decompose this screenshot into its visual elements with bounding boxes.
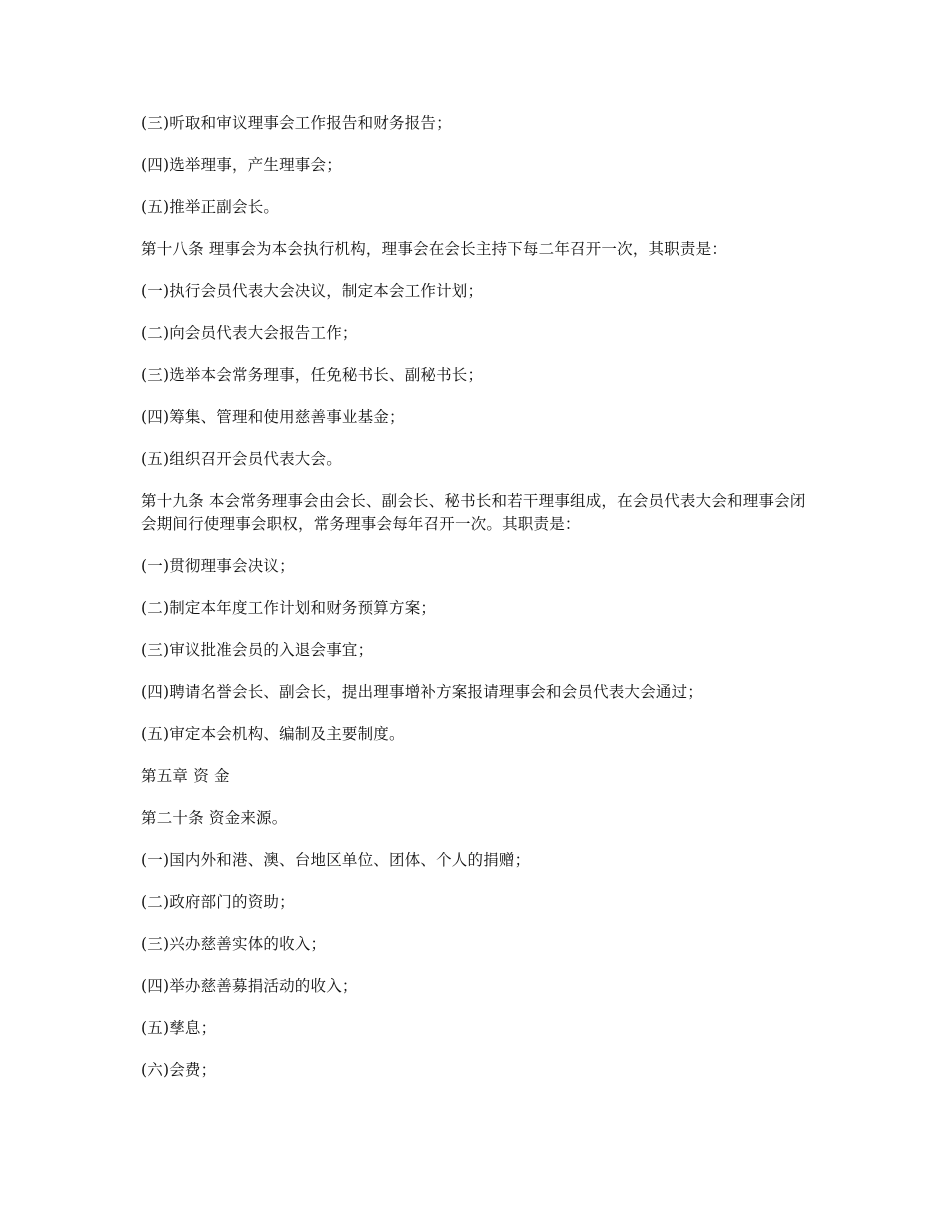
list-item: (一)执行会员代表大会决议，制定本会工作计划； bbox=[141, 282, 484, 300]
article-heading: 第二十条 资金来源。 bbox=[141, 809, 288, 827]
list-item: (四)聘请名誉会长、副会长，提出理事增补方案报请理事会和会员代表大会通过； bbox=[141, 683, 703, 701]
list-item: (四)举办慈善募捐活动的收入； bbox=[141, 977, 358, 995]
list-item: (三)选举本会常务理事，任免秘书长、副秘书长； bbox=[141, 366, 484, 384]
list-item: (一)国内外和港、澳、台地区单位、团体、个人的捐赠； bbox=[141, 851, 531, 869]
list-item: (五)审定本会机构、编制及主要制度。 bbox=[141, 725, 405, 743]
list-item: (六)会费； bbox=[141, 1061, 217, 1079]
list-item: (二)向会员代表大会报告工作； bbox=[141, 324, 358, 342]
article-heading: 第十八条 理事会为本会执行机构，理事会在会长主持下每二年召开一次，其职责是： bbox=[141, 240, 728, 258]
list-item: (五)孳息； bbox=[141, 1019, 217, 1037]
list-item: (三)听取和审议理事会工作报告和财务报告； bbox=[141, 114, 452, 132]
list-item: (五)推举正副会长。 bbox=[141, 198, 280, 216]
list-item: (四)筹集、管理和使用慈善事业基金； bbox=[141, 408, 405, 426]
chapter-heading: 第五章 资 金 bbox=[141, 767, 230, 785]
list-item: (三)兴办慈善实体的收入； bbox=[141, 935, 327, 953]
list-item: (五)组织召开会员代表大会。 bbox=[141, 450, 342, 468]
list-item: (一)贯彻理事会决议； bbox=[141, 557, 295, 575]
list-item: (二)政府部门的资助； bbox=[141, 893, 295, 911]
list-item: (四)选举理事，产生理事会； bbox=[141, 156, 342, 174]
list-item: (二)制定本年度工作计划和财务预算方案； bbox=[141, 599, 437, 617]
list-item: (三)审议批准会员的入退会事宜； bbox=[141, 641, 374, 659]
article-heading: 第十九条 本会常务理事会由会长、副会长、秘书长和若干理事组成，在会员代表大会和理事会闭会期间行使理事会职权，常务理事会每年召开一次。其职责是： bbox=[141, 492, 806, 533]
document-body bbox=[141, 112, 821, 1101]
